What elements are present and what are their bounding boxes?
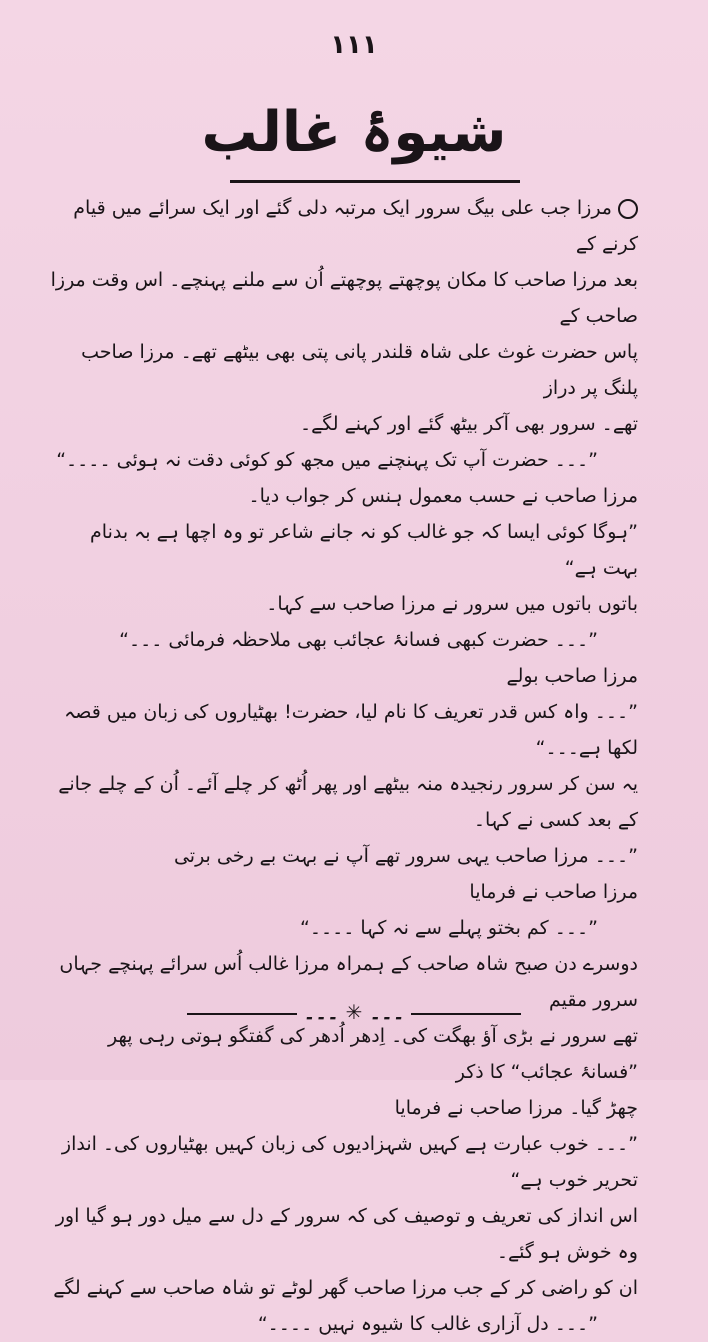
title-underline	[230, 180, 520, 183]
quote-line: ”۔۔۔ حضرت آپ تک پہنچنے میں مجھ کو کوئی دقت نہ ہوئی ۔۔۔۔“	[56, 449, 598, 471]
page-number: ۱۱۱	[330, 30, 378, 60]
ornament-dash-right	[411, 1013, 521, 1015]
verse-line: ”ہوگا کوئی ایسا کہ جو غالب کو نہ جانے شاعر تو وہ اچھا ہے بہ بدنام بہت ہے“	[90, 521, 638, 579]
quote-line: ”۔۔۔ مرزا صاحب یہی سرور تھے آپ نے بہت بے رخی برتی	[173, 845, 638, 867]
quote-line: ”۔۔۔ حضرت کبھی فسانۂ عجائب بھی ملاحظہ فرمائی ۔۔۔“	[119, 629, 598, 651]
text-line: تھے۔ سرور بھی آکر بیٹھ گئے اور کہنے لگے۔	[300, 413, 638, 435]
ornament-dash-left	[187, 1013, 297, 1015]
end-ornament	[0, 1000, 708, 1024]
article-body	[50, 190, 638, 1342]
quote-line: ”۔۔۔ خوب عبارت ہے کہیں شہزادیوں کی زبان کہیں بھٹیاروں کی۔ انداز تحریر خوب ہے“	[61, 1133, 638, 1191]
text-line	[50, 190, 638, 262]
text-line: ان کو راضی کر کے جب مرزا صاحب گھر لوٹے تو شاہ صاحب سے کہنے لگے	[53, 1277, 638, 1299]
quote-line: ”۔۔۔ دل آزاری غالب کا شیوہ نہیں ۔۔۔۔“	[257, 1313, 598, 1335]
quote-line: ”۔۔۔ واہ کس قدر تعریف کا نام لیا، حضرت! بھٹیاروں کی زبان میں قصہ لکھا ہے۔۔۔“	[64, 701, 638, 759]
ornament-glyph: ۔۔۔ ✳ ۔۔۔	[303, 1000, 405, 1024]
text-line: دوسرے دن صبح شاہ صاحب کے ہمراہ مرزا غالب اُس سرائے پہنچے جہاں سرور مقیم	[59, 953, 638, 1011]
text-line: یہ سن کر سرور رنجیدہ منہ بیٹھے اور پھر اُٹھ کر چلے آئے۔ اُن کے چلے جانے کے بعد کسی نے کہا۔	[58, 773, 638, 831]
text-line-content: مرزا جب علی بیگ سرور ایک مرتبہ دلی گئے اور ایک سرائے میں قیام کرنے کے	[73, 197, 638, 255]
text-line: مرزا صاحب نے فرمایا	[469, 881, 638, 903]
text-line: چھڑ گیا۔ مرزا صاحب نے فرمایا	[394, 1097, 638, 1119]
text-line: تھے سرور نے بڑی آؤ بھگت کی۔ اِدھر اُدھر کی گفتگو ہوتی رہی پھر ”فسانۂ عجائب“ کا ذکر	[108, 1025, 638, 1083]
text-line: باتوں باتوں میں سرور نے مرزا صاحب سے کہا۔	[266, 593, 638, 615]
text-line: اس انداز کی تعریف و توصیف کی کہ سرور کے دل سے میل دور ہو گیا اور وہ خوش ہو گئے۔	[55, 1205, 638, 1263]
text-line: بعد مرزا صاحب کا مکان پوچھتے پوچھتے اُن سے ملنے پہنچے۔ اس وقت مرزا صاحب کے	[50, 269, 638, 327]
text-line: مرزا صاحب نے حسب معمول ہنس کر جواب دیا۔	[248, 485, 638, 507]
text-line: پاس حضرت غوث علی شاہ قلندر پانی پتی بھی بیٹھے تھے۔ مرزا صاحب پلنگ پر دراز	[81, 341, 638, 399]
page-title: شیوۂ غالب	[201, 100, 507, 165]
text-line: مرزا صاحب بولے	[506, 665, 638, 687]
bullet-circle-icon	[618, 199, 638, 219]
quote-line: ”۔۔۔ کم بختو پہلے سے نہ کہا ۔۔۔۔“	[300, 917, 598, 939]
